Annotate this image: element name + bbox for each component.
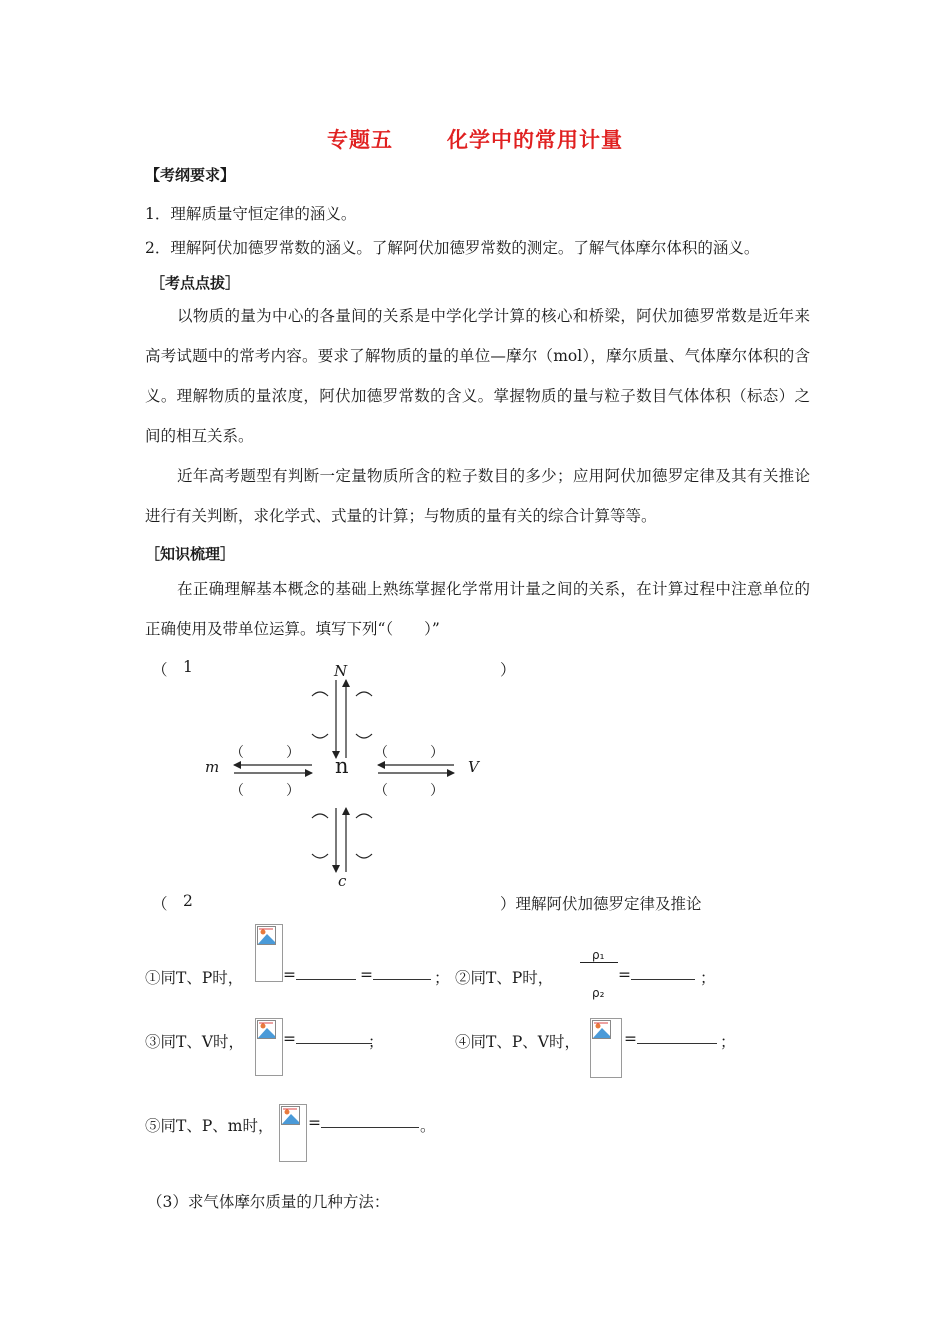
paren-top-right-close xyxy=(356,734,372,738)
paren-bottom-right-open xyxy=(356,814,372,818)
fraction-bar xyxy=(580,962,618,963)
formula1-label: ①同T、P时， xyxy=(145,969,244,987)
paren-top-right-open xyxy=(356,692,372,696)
item1-number: 1 xyxy=(183,658,193,676)
requirement-item-1: 1．理解质量守恒定律的涵义。 xyxy=(145,205,357,223)
formula1-blank2[interactable] xyxy=(373,979,431,980)
paren-V-bottom: （ ） xyxy=(374,783,444,799)
paren-bottom-left-open xyxy=(312,814,328,818)
formula5-end: 。 xyxy=(420,1117,436,1135)
formula3-blank[interactable] xyxy=(296,1043,372,1044)
formula4-end: ； xyxy=(720,1033,736,1051)
formula2-label: ②同T、P时， xyxy=(455,969,554,987)
formula1-image xyxy=(255,924,283,982)
broken-image-icon xyxy=(592,1020,611,1039)
formula4-eq: = xyxy=(624,1030,717,1048)
label-N: N xyxy=(334,662,348,680)
requirement-item-2: 2．理解阿伏加德罗常数的涵义。了解阿伏加德罗常数的测定。了解气体摩尔体积的涵义。 xyxy=(145,239,760,257)
paragraph-zhishi: 在正确理解基本概念的基础上熟练掌握化学常用计量之间的关系，在计算过程中注意单位的正确使用及带单位运算。填写下列“（ ）” xyxy=(145,580,810,638)
item3-heading: （3）求气体摩尔质量的几种方法： xyxy=(147,1193,390,1211)
broken-image-icon xyxy=(257,1020,276,1039)
section-heading-zhishi: ［知识梳理］ xyxy=(145,545,236,563)
paren-bottom-left-close xyxy=(312,854,328,858)
formula1-eq1: = xyxy=(283,966,356,984)
page-title xyxy=(0,124,950,154)
section-heading-kaogang: 【考纲要求】 xyxy=(145,166,236,184)
formula2-eq: = xyxy=(618,966,695,984)
formula5-label: ⑤同T、P、m时， xyxy=(145,1117,274,1135)
formula3-end: ； xyxy=(368,1033,384,1051)
formula4-blank[interactable] xyxy=(637,1043,717,1044)
item1-close-paren: ） xyxy=(500,661,516,679)
item1-open-paren: （ xyxy=(152,661,168,679)
formula5-eq: = xyxy=(308,1114,419,1132)
formula1-blank1[interactable] xyxy=(296,979,356,980)
formula2-end: ； xyxy=(700,969,716,987)
rho1-label: ρ₁ xyxy=(592,948,605,962)
formula5-image xyxy=(279,1104,307,1162)
formula1-eq2: = xyxy=(360,966,431,984)
paren-bottom-right-close xyxy=(356,854,372,858)
broken-image-icon xyxy=(281,1106,300,1125)
label-V: V xyxy=(468,758,479,776)
formula5-blank[interactable] xyxy=(321,1127,419,1128)
formula3-eq: = xyxy=(283,1030,372,1048)
rho2-label: ρ₂ xyxy=(592,986,605,1000)
formula3-image xyxy=(255,1018,283,1076)
title-left: 专题五 xyxy=(327,128,393,152)
formula3-label: ③同T、V时， xyxy=(145,1033,245,1051)
paragraph-kaodian-2: 近年高考题型有判断一定量物质所含的粒子数目的多少；应用阿伏加德罗定律及其有关推论进行有关判断，求化学式、式量的计算；与物质的量有关的综合计算等等。 xyxy=(145,467,810,525)
label-m: m xyxy=(205,758,220,776)
paren-top-left-close xyxy=(312,734,328,738)
formula1-end: ； xyxy=(434,969,450,987)
label-n-center: n xyxy=(335,754,349,778)
section-heading-kaodian: ［考点点拔］ xyxy=(150,274,241,292)
paren-m-bottom: （ ） xyxy=(230,783,300,799)
broken-image-icon xyxy=(257,926,276,945)
paren-top-left-open xyxy=(312,692,328,696)
item2-open-paren: （ xyxy=(152,895,168,913)
formula2-blank[interactable] xyxy=(631,979,695,980)
title-right: 化学中的常用计量 xyxy=(447,128,623,152)
formula4-label: ④同T、P、V时， xyxy=(455,1033,580,1051)
quantity-relation-diagram xyxy=(200,660,490,892)
paren-m-top: （ ） xyxy=(230,745,300,761)
paren-V-top: （ ） xyxy=(374,745,444,761)
formula4-image xyxy=(590,1018,622,1078)
item2-heading: ）理解阿伏加德罗定律及推论 xyxy=(500,895,702,913)
paragraph-kaodian-1: 以物质的量为中心的各量间的关系是中学化学计算的核心和桥梁，阿伏加德罗常数是近年来高考试题中的常考内容。要求了解物质的量的单位—摩尔（mol），摩尔质量、气体摩尔体积的含义。理解物质的量浓度，阿伏加德罗常数的含义。掌握物质的量与粒子数目气体体积（标态）之间的相互关系。 xyxy=(145,307,810,445)
item2-number: 2 xyxy=(183,892,193,910)
label-c: c xyxy=(338,872,347,890)
